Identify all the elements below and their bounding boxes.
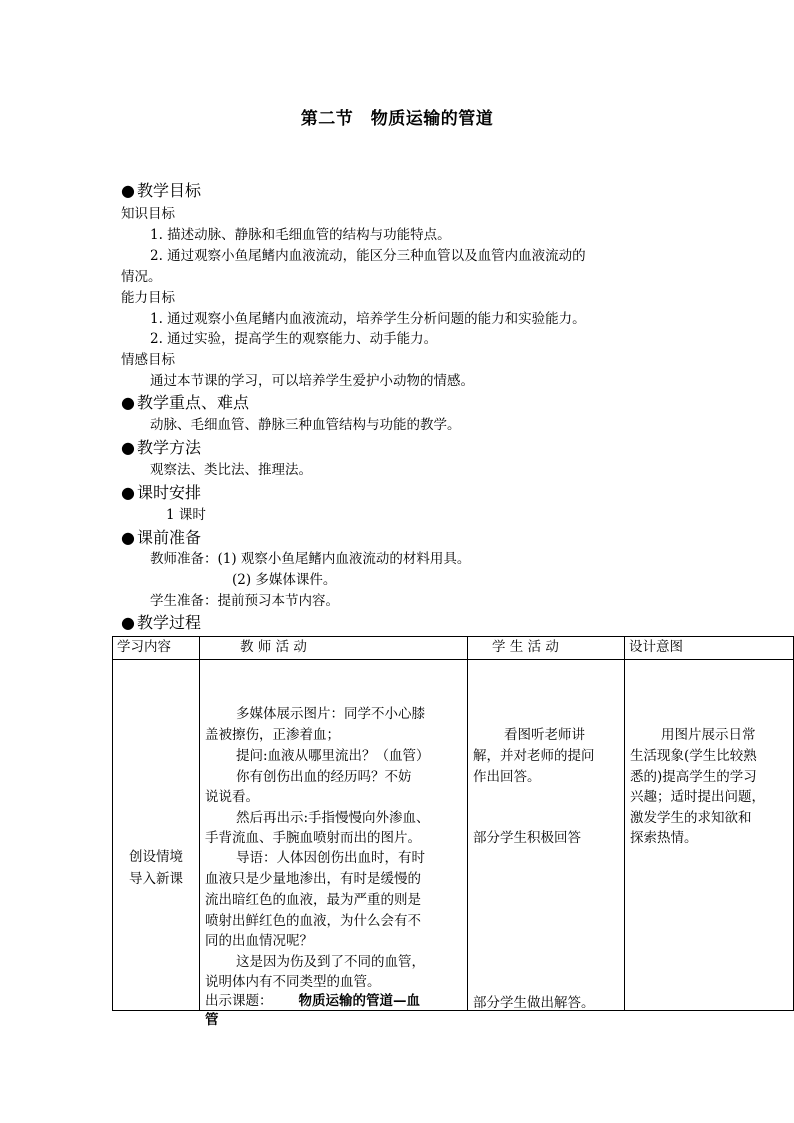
- student-activity-cell: [468, 660, 625, 1011]
- knowledge-goal-item-2: 2. 通过观察小鱼尾鳍内血液流动，能区分三种血管以及血管内血液流动的: [150, 248, 586, 264]
- emotion-goal-item-1: 通过本节课的学习，可以培养学生爱护小动物的情感。: [150, 373, 474, 389]
- heading-text: 教学方法: [136, 438, 201, 457]
- teacher-line: 说说看。: [205, 789, 259, 805]
- header-student-activity: 学 生 活 动: [468, 637, 625, 660]
- teacher-line: 这是因为伤及到了不同的血管，: [236, 954, 425, 970]
- heading-text: 课前准备: [136, 528, 201, 547]
- course-topic-title: 物质运输的管道—血: [298, 993, 420, 1009]
- teacher-line: 说明体内有不同类型的血管。: [205, 974, 381, 990]
- ability-goal-item-2: 2. 通过实验，提高学生的观察能力、动手能力。: [150, 331, 438, 347]
- teacher-activity-cell: [200, 660, 468, 1028]
- schedule-text: 1 课时: [166, 507, 206, 523]
- course-topic-line: [205, 991, 420, 1011]
- bullet-icon: ●: [121, 438, 135, 457]
- table-header-row: [113, 637, 794, 660]
- design-line: 激发学生的求知欲和: [630, 810, 752, 826]
- design-line: 用图片展示日常: [661, 727, 756, 743]
- methods-text: 观察法、类比法、推理法。: [150, 462, 312, 478]
- teaching-process-table: [112, 636, 794, 1028]
- section-heading-preparation: [121, 528, 201, 548]
- teacher-line: 流出暗红色的血液，最为严重的则是: [205, 892, 421, 908]
- emotion-goal-label: 情感目标: [121, 352, 175, 368]
- student-line: 部分学生做出解答。: [473, 995, 595, 1011]
- teacher-line: 多媒体展示图片：同学不小心膝: [236, 706, 425, 722]
- heading-text: 教学过程: [136, 613, 201, 632]
- section-heading-methods: [121, 438, 201, 458]
- teacher-line: 手背流血、手腕血喷射而出的图片。: [205, 830, 421, 846]
- design-line: 兴趣；适时提出问题，: [630, 789, 765, 805]
- section-heading-keypoints: [121, 393, 249, 413]
- knowledge-goal-item-2-cont: 情况。: [121, 269, 162, 285]
- ability-goal-label: 能力目标: [121, 290, 175, 306]
- student-line: 看图听老师讲: [504, 727, 585, 743]
- knowledge-goal-item-1: 1. 描述动脉、静脉和毛细血管的结构与功能特点。: [150, 227, 451, 243]
- header-learning-content: 学习内容: [113, 637, 200, 660]
- design-intent-cell: [625, 660, 794, 1011]
- teacher-line: 然后再出示:手指慢慢向外渗血、: [236, 810, 430, 826]
- header-teacher-activity: 教 师 活 动: [200, 637, 468, 660]
- student-line: 部分学生积极回答: [473, 830, 581, 846]
- ability-goal-item-1: 1. 通过观察小鱼尾鳍内血液流动，培养学生分析问题的能力和实验能力。: [150, 311, 586, 327]
- heading-text: 教学目标: [136, 181, 201, 200]
- section-heading-goals: [121, 181, 201, 201]
- student-prep: 学生准备：提前预习本节内容。: [150, 593, 339, 609]
- design-line: 探索热情。: [630, 830, 698, 846]
- heading-text: 课时安排: [136, 483, 201, 502]
- teacher-prep-2: (2) 多媒体课件。: [232, 572, 337, 588]
- design-line: 悉的)提高学生的学习: [630, 769, 757, 785]
- course-topic-prefix: 出示课题：: [205, 993, 273, 1009]
- bullet-icon: ●: [121, 528, 135, 547]
- course-topic-title-cont: 管: [205, 1012, 219, 1028]
- design-line: 生活现象(学生比较熟: [630, 748, 757, 764]
- teacher-line: 血液只是少量地渗出，有时是缓慢的: [205, 871, 421, 887]
- teacher-prep-1: 教师准备：(1) 观察小鱼尾鳍内血液流动的材料用具。: [150, 551, 471, 567]
- table-row: [113, 660, 794, 1011]
- section-heading-schedule: [121, 483, 201, 503]
- teacher-line: 你有创伤出血的经历吗？不妨: [236, 769, 412, 785]
- section-heading-process: [121, 613, 201, 633]
- keypoints-text: 动脉、毛细血管、静脉三种血管结构与功能的教学。: [150, 417, 461, 433]
- knowledge-goal-label: 知识目标: [121, 206, 175, 222]
- student-line: 作出回答。: [473, 769, 541, 785]
- student-line: 解，并对老师的提问: [473, 748, 595, 764]
- teacher-line: 盖被擦伤，正渗着血；: [205, 727, 340, 743]
- bullet-icon: ●: [121, 613, 135, 632]
- bullet-icon: ●: [121, 181, 135, 200]
- teacher-line: 导语：人体因创伤出血时，有时: [236, 850, 425, 866]
- row-label-line-1: 创设情境: [129, 849, 183, 865]
- teacher-line: 提问:血液从哪里流出？（血管）: [236, 748, 430, 764]
- bullet-icon: ●: [121, 483, 135, 502]
- row-label-line-2: 导入新课: [129, 871, 183, 887]
- page-title: 第二节 物质运输的管道: [300, 109, 494, 129]
- teacher-line: 喷射出鲜红色的血液，为什么会有不: [205, 913, 421, 929]
- teacher-line: 同的出血情况呢？: [205, 933, 313, 949]
- heading-text: 教学重点、难点: [136, 393, 249, 412]
- header-design-intent: 设计意图: [625, 637, 794, 660]
- bullet-icon: ●: [121, 393, 135, 412]
- row-label-cell: [113, 660, 200, 1011]
